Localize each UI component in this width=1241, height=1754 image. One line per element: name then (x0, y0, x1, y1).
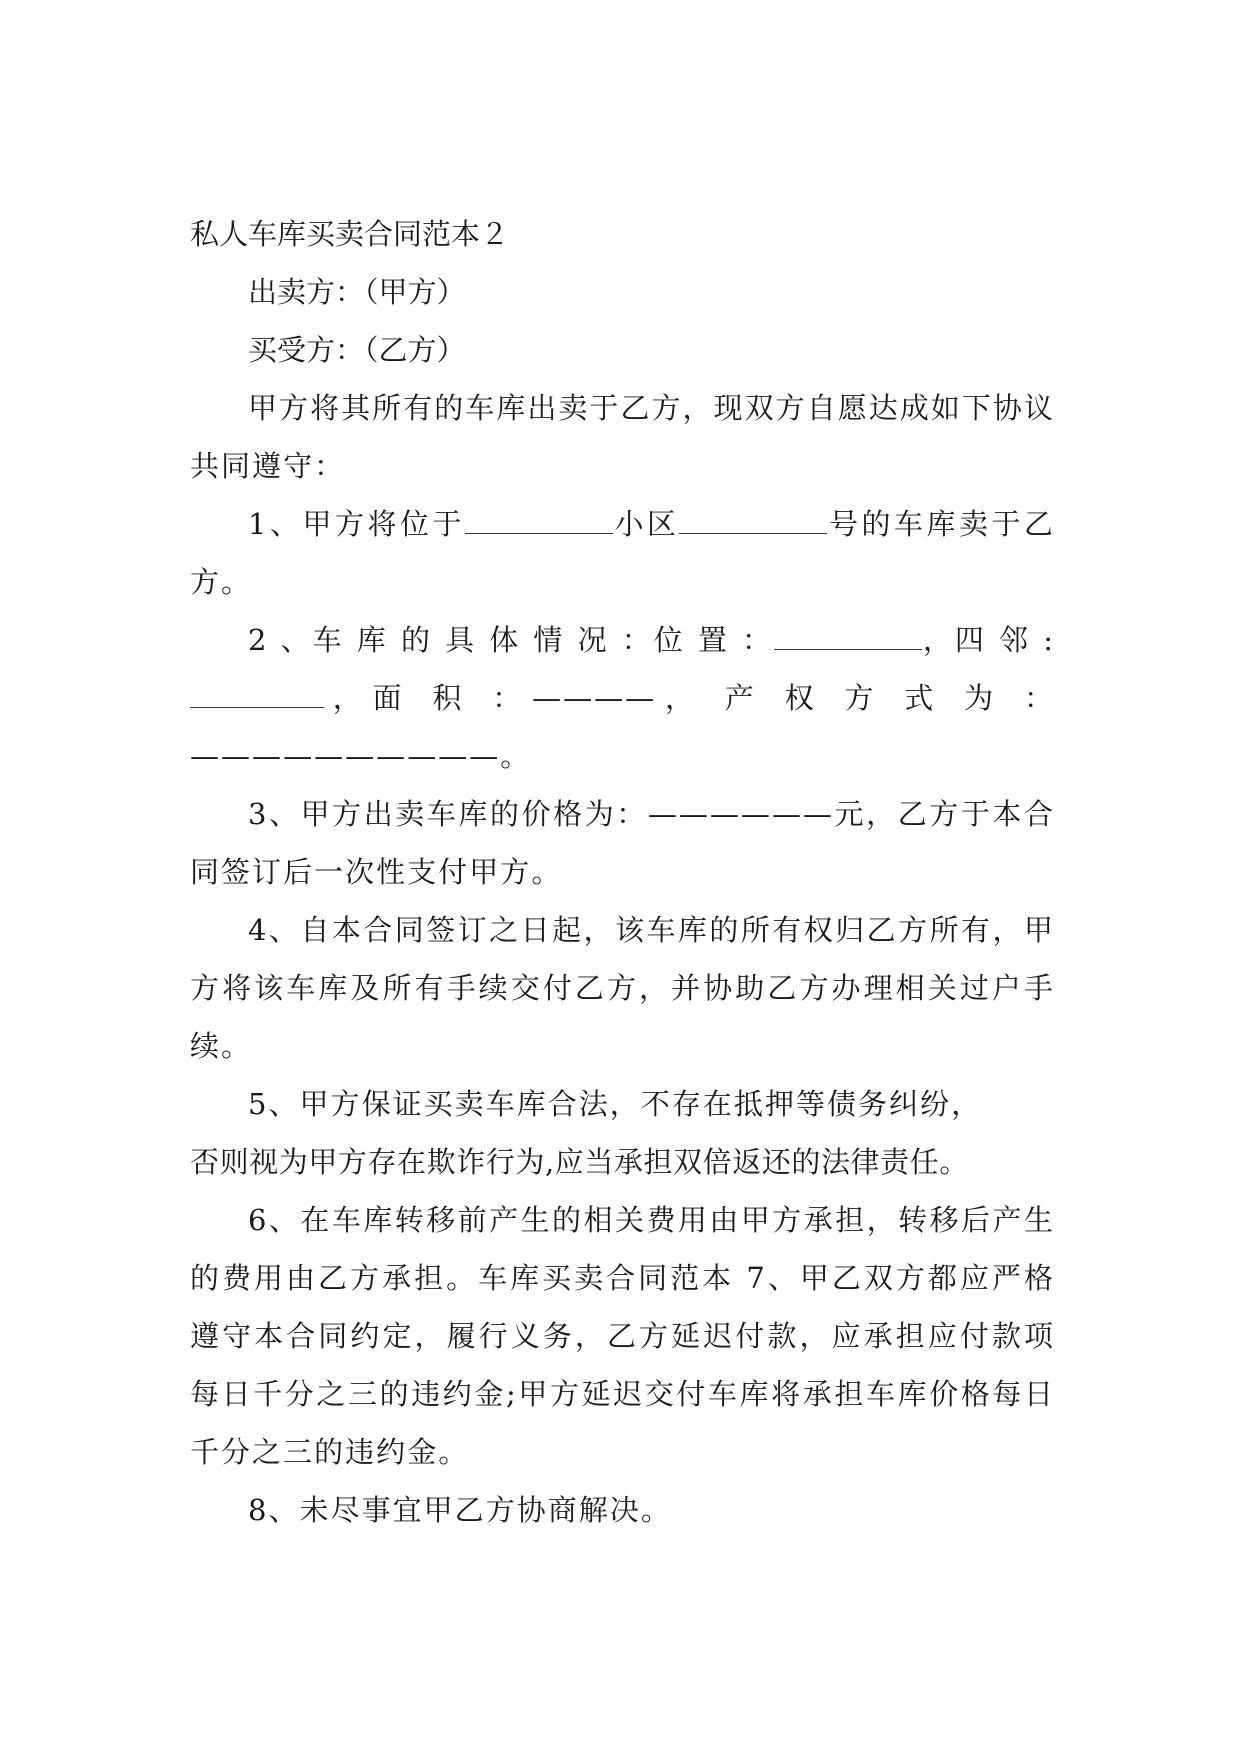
clause-4: 4、自本合同签订之日起，该车库的所有权归乙方所有，甲方将该车库及所有手续交付乙方，并协助乙方办理相关过户手续。 (190, 913, 1055, 1063)
garage-number-blank (679, 507, 827, 534)
seller-line: 出卖方：（甲方） (248, 275, 466, 309)
clause-5-line-2: 否则视为甲方存在欺诈行为,应当承担双倍返还的法律责任。 (190, 1145, 969, 1179)
clause-2-text-b: ，四 邻 : (921, 623, 1056, 657)
community-blank (465, 507, 613, 534)
clause-1 (190, 495, 1055, 611)
clause-5-line-1: 5、甲方保证买卖车库合法，不存在抵押等债务纠纷， (248, 1087, 983, 1121)
clause-2-text-a: 2 、车 库 的 具 体 情 况 ：位 置 ： (248, 623, 774, 657)
neighbors-blank (190, 681, 324, 708)
contract-page (190, 205, 1055, 1539)
location-blank (774, 623, 922, 650)
clause-3: 3、甲方出卖车库的价格为：——————元，乙方于本合同签订后一次性支付甲方。 (190, 797, 1055, 889)
document-title: 私人车库买卖合同范本２ (190, 217, 510, 251)
intro-paragraph: 甲方将其所有的车库出卖于乙方，现双方自愿达成如下协议共同遵守： (190, 391, 1055, 483)
clause-2-text-c: ，面 积 ：————， 产 权 方 式 为 ：——————————。 (190, 681, 1055, 773)
clause-1-text-c: 号的车库卖于乙方。 (190, 507, 1055, 599)
clause-1-text-b: 小区 (612, 507, 680, 541)
buyer-line: 买受方：（乙方） (248, 333, 466, 367)
clause-8: 8、未尽事宜甲乙方协商解决。 (248, 1493, 672, 1527)
clause-1-text-a: 1、甲方将位于 (248, 507, 465, 541)
clause-6-7: 6、在车库转移前产生的相关费用由甲方承担，转移后产生的费用由乙方承担。车库买卖合同范本 7、甲乙双方都应严格遵守本合同约定，履行义务，乙方延迟付款，应承担应付款项每日千分之三的违约金;甲方延迟交付车库将承担车库价格每日千分之三的违约金。 (190, 1203, 1055, 1469)
clause-2 (190, 611, 1055, 785)
